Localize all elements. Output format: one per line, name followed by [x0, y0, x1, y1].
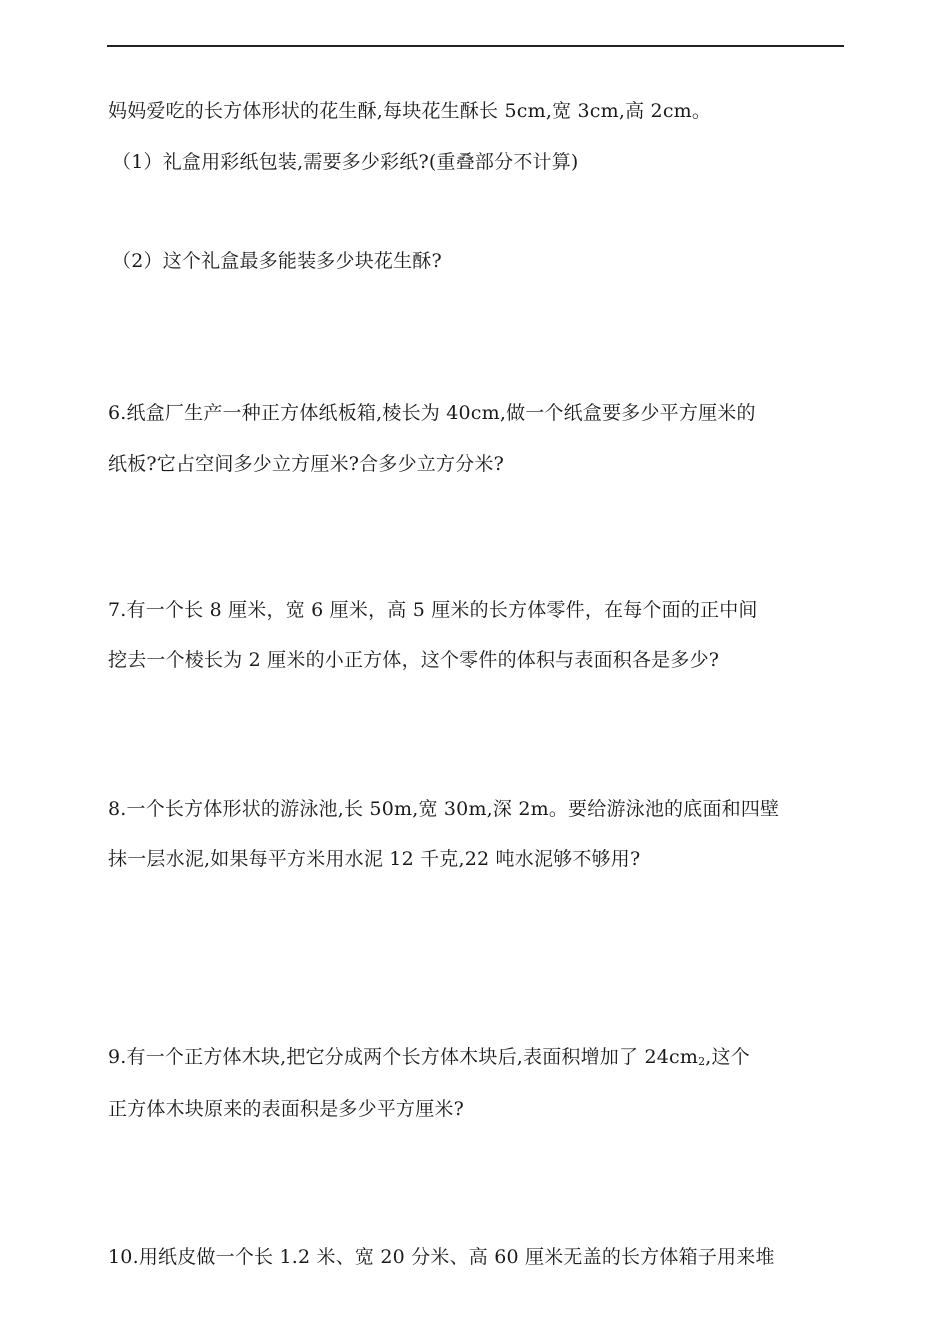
problem-9-line-1-text: 9.有一个正方体木块,把它分成两个长方体木块后,表面积增加了 24cm	[108, 1046, 699, 1068]
problem-5-subquestion-1: （1）礼盒用彩纸包装,需要多少彩纸?(重叠部分不计算)	[112, 151, 579, 173]
problem-9-line-1-tail: ,这个	[705, 1046, 750, 1068]
problem-7-line-2: 挖去一个棱长为 2 厘米的小正方体，这个零件的体积与表面积各是多少?	[108, 649, 720, 671]
area-unit-superscript: 2	[698, 1055, 706, 1068]
problem-5-subquestion-2: （2）这个礼盒最多能装多少块花生酥?	[112, 250, 442, 272]
problem-5-continuation-text: 妈妈爱吃的长方体形状的花生酥,每块花生酥长 5cm,宽 3cm,高 2cm。	[108, 100, 712, 122]
problem-10-line-1: 10.用纸皮做一个长 1.2 米、宽 20 分米、高 60 厘米无盖的长方体箱子用来堆	[108, 1246, 775, 1268]
problem-6-line-2: 纸板?它占空间多少立方厘米?合多少立方分米?	[108, 453, 504, 475]
problem-8-line-1: 8.一个长方体形状的游泳池,长 50m,宽 30m,深 2m。要给游泳池的底面和四壁	[108, 798, 780, 820]
problem-6-line-1: 6.纸盒厂生产一种正方体纸板箱,棱长为 40cm,做一个纸盒要多少平方厘米的	[108, 402, 756, 424]
problem-8-line-2: 抹一层水泥,如果每平方米用水泥 12 千克,22 吨水泥够不够用?	[108, 848, 641, 870]
problem-9-line-2: 正方体木块原来的表面积是多少平方厘米?	[108, 1098, 464, 1120]
problem-9-line-1	[108, 1045, 750, 1072]
header-rule	[107, 45, 844, 47]
problem-7-line-1: 7.有一个长 8 厘米，宽 6 厘米，高 5 厘米的长方体零件，在每个面的正中间	[108, 599, 758, 621]
